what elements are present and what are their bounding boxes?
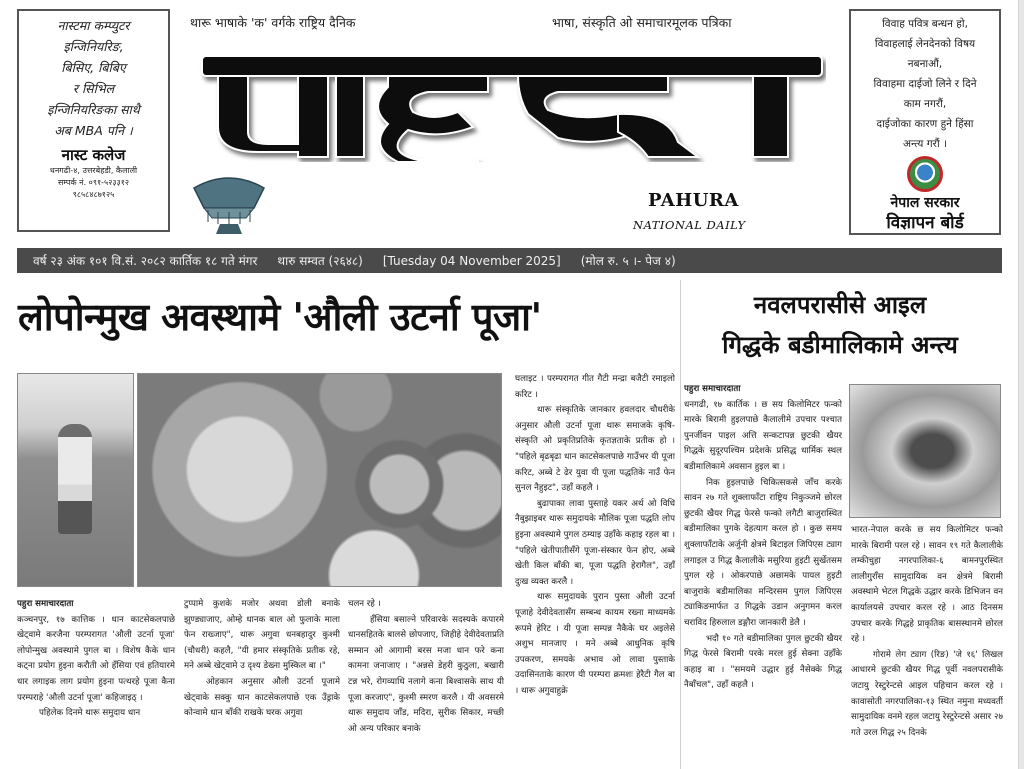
ad-board: विज्ञापन बोर्ड xyxy=(886,213,964,233)
paragraph: चलन रहे । xyxy=(348,599,381,609)
masthead-logo xyxy=(198,52,826,162)
byline: पहुरा समाचारदाता xyxy=(684,384,741,394)
side-headline xyxy=(690,285,990,365)
ad-line: विवाहलाई लेनदेनको विषय xyxy=(874,38,976,50)
paragraph: टुप्पामे कुशके मजोर अथवा डोली बनाके झुण्ड्याजाए, ओम्हे धानक बाल ओ फुलाके माला फेन राख्जाए", थारू अगुवा धनबहादुर कुश्मी (चौधरी) कहलै, "यी हमार संस्कृतिके प्रतीक रहे, मने अब्बे खेट्वामे उ दृश्य डेख्ना मुस्किल बा ।" xyxy=(184,599,340,672)
ad-line: इन्जिनियरिङ, xyxy=(63,39,124,54)
dateline-bar xyxy=(17,248,1002,273)
ad-nast-college xyxy=(17,9,170,232)
paragraph: बुढापाका लावा पुस्ताहे यकर अर्थ ओ विधि नैबुझाइबर थारू समुदायके मौलिक पूजा पद्धति लोप हुइना अवस्थामे पुगल ठम्याइ उहाँके कहाइ रहल बा । "पहिले खेतीपातीसँगे पूजा-संस्कार फेन होए, अब्बे खेती किल बाँकी बा, पूजा पद्धति हेरागैल", उहाँ दुःख व्यक्त करलै । xyxy=(515,498,675,587)
column-divider xyxy=(680,280,681,769)
ad-college-name: नास्ट कलेज xyxy=(61,146,126,164)
ad-org: नेपाल सरकार xyxy=(890,195,960,211)
side-headline-line2: गिद्धके बडीमालिकामे अन्त्य xyxy=(722,331,958,359)
main-story-column-4 xyxy=(515,372,675,769)
price-page: (मोल रु. ५ ।- पेज ४) xyxy=(580,254,676,268)
farmer-figure xyxy=(58,424,92,534)
puja-baskets-photo xyxy=(137,373,502,587)
ad-line: र सिभिल xyxy=(72,81,115,96)
masthead-tagline-left: थारू भाषाके 'क' वर्गके राष्ट्रिय दैनिक xyxy=(190,15,356,30)
ad-contact: सम्पर्क नं. ०९१-५२३३१२ xyxy=(57,178,130,187)
issue-info: वर्ष २३ अंक १०१ वि.सं. २०८२ कार्तिक १८ गते मंगर xyxy=(33,254,258,268)
vulture-photo xyxy=(849,384,1001,518)
ad-line: काम नगरौं, xyxy=(903,98,947,110)
paragraph: हँसिया बसाल्ने परिवारके सदस्यके कपारमे धानसहितके बालसे छोपजाए, जिहीहे देवीदेवताप्रति सम्मान ओ आगामी बरस मजा धान फरे कना कामना जनाजाए । "अन्नसे डेहरी कुठुला, बखारी टन्न भरे, रोगव्याधि नलागे कना बिश्वासके साथ यी पूजा करजाए", कुश्मी स्मरण करलै । यी अवसरमे थारू समुदाय जाँड, मदिरा, सुरीक सिकार, मच्छी ओ अन्य परिकार बनाके xyxy=(348,614,504,734)
ad-line: दाईजोका कारण हुने हिंसा xyxy=(876,118,974,130)
basket-emblem-icon xyxy=(188,168,270,236)
byline: पहुरा समाचारदाता xyxy=(17,599,74,609)
tharu-year: थारु सम्वत (२६४८) xyxy=(277,254,363,268)
ad-government-notice xyxy=(849,9,1001,235)
paragraph: भारत-नेपाल करके छ सय किलोमिटर फन्को मारके बिरामी परल रहे । सावन १९ गते कैलालीके लम्कीचुहा नगरपालिका-६ बामनपुरस्थित लालीगुराँस सामुदायिक वन क्षेत्रमे बिरामी अवस्थामे भेटल गिद्धके उद्धार करके डिभिजन वन कार्यालयसे उपचार करल रहे । आठ दिनसम उपचार करके गिद्धहे प्राकृतिक बासस्थानमे छोरल रहे । xyxy=(851,525,1003,645)
main-headline: लोपोन्मुख अवस्थामे 'औली उटर्ना पूजा' xyxy=(18,295,542,339)
main-story-column-3 xyxy=(348,597,504,769)
nepal-government-emblem-icon xyxy=(907,156,943,192)
paragraph: गोरामे लेग ट्याग (रिङ) 'जे १६' लिखल आधारमे छुटकी खैयर गिद्ध पूर्वी नवलपरासीके जटायु रेस्टुरेन्टसे आइल पहिचान करल रहे । कावासोती नगरपालिका-१३ स्थित नमुना मध्यवर्ती सामुदायिक वनमे रहल जटायु रेस्टुरेन्टसे असार २७ गते उरल गिद्ध २५ दिनके xyxy=(851,649,1003,738)
ad-line: नास्टमा कम्प्युटर xyxy=(57,18,130,33)
ad-line: अब MBA पनि । xyxy=(54,123,133,138)
ad-mobile: ९८५८४८७१२५ xyxy=(72,190,115,199)
masthead-tagline-right: भाषा, संस्कृति ओ समाचारमूलक पत्रिका xyxy=(552,15,732,30)
paragraph: धनगढी, १७ कार्तिक । छ सय किलोमिटर फन्को मारके बिरामी हुइलपाछे कैलालीमे उपचार पश्चात पुनर्जीवन पाइल अत्ति सन्कटापन्न छुटकी खैयर गिद्धके सुदूरपश्चिम प्रदेशके प्रसिद्ध धार्मिक स्थल बडीमालिकामे अवसान हुइल बा । xyxy=(684,399,842,472)
paragraph: घलाइट । परम्परागत गीत गैटी मन्द्रा बजैटी रमाइलो करिट । xyxy=(515,374,675,400)
farmer-photo xyxy=(17,373,134,587)
side-story-column-1 xyxy=(684,382,842,769)
side-story-column-2 xyxy=(851,523,1003,769)
main-story-column-1 xyxy=(17,597,175,769)
paragraph: कञ्चनपुर, १७ कात्तिक । धान काटसेकलपाछे खेट्वामे करजैना परम्परागत 'औली उटर्ना पूजा' लोपोन्मुख अवस्थामे पुगल बा । विशेष कैके धान कट्ना प्रयोग हुइना करौती ओ हँसिया एवं हतियारमे धार लगाइक लाग प्रयोग हुइना पत्थरहे पूजा कैना परम्पराहे 'औली उटर्ना पूजा' कहिजाइठ् । xyxy=(17,614,175,703)
paragraph: भदौ १० गते बडीमालिका पुगल छुटकी खैयर गिद्ध फेरसे बिरामी परके मरल हुई सेक्ना उहाँके कहाइ बा । "समयमे उद्धार हुई नैसेक्के गिद्ध नैबाँचल", उहाँ कहलै । xyxy=(684,633,842,691)
paragraph: ओहकान अनुसार औली उटर्ना पूजामे खेट्वाके सक्कु धान काटसेकलपाछे एक उँड्राके कोन्वामे धान बाँकी राखके घरक अगुवा xyxy=(184,676,340,719)
paragraph: पहिलेक दिनमे थारू समुदाय धान xyxy=(39,708,141,719)
page-scrollbar[interactable] xyxy=(1018,0,1024,769)
ad-line: विवाहमा दाईजो लिने र दिने xyxy=(873,78,977,90)
ad-line: बिसिए, बिबिए xyxy=(61,60,126,75)
ad-line: इन्जिनियरिङका साथै xyxy=(47,102,140,117)
paragraph: थारू संस्कृतिके जानकार हवलदार चौधरीके अनुसार औली उटर्ना पूजा थारू समाजके कृषि-संस्कृति ओ प्रकृतिप्रतिके कृतज्ञताके प्रतीक हो । "पहिले बृढबृढा धान काटसेकलपाछे गाउँभर यी पूजा करिट, अब्बे टे ढेर युवा यी पूजा पद्धतिके नाउँ फेन सुनल नैहुइट", उहाँ कहलै । xyxy=(515,405,675,494)
masthead-subtitle-english: NATIONAL DAILY xyxy=(633,218,746,232)
english-date: [Tuesday 04 November 2025] xyxy=(382,253,561,268)
side-headline-line1: नवलपरासीसे आइल xyxy=(753,291,927,319)
paragraph: निक हुइलपाछे चिकित्सकसे जाँच करके सावन २७ गते शुक्लाफाँटा राष्ट्रिय निकुञ्जमे छोरल छुटकी खैयर गिद्ध फेरसे फन्को लगैटी बाजुरास्थित बडीमालिका पुगके देहत्याग करल हो । कुछ समय शुक्लाफाँटाके अर्जुनी क्षेत्रमे बिटाइल जिपिएस ट्याग लगाइल उ गिद्ध कैलालीके मसुरिया हुइटी सुर्खेतसम पुगल रहे । ओकरपाछे अछामके पायल हुइटी बाजुराके बडीमालिका मन्दिरसम पुगल जिपिएस ट्याकिङमार्फत उ गिद्धके उडान अनुगमन करल चराविद हिरुलाल डङ्गौरा जानकारी डेलै । xyxy=(684,477,842,628)
ad-line: नबनाऔं, xyxy=(907,58,943,70)
ad-address: धनगढी-४, उत्तरबेहडी, कैलाली xyxy=(49,166,138,175)
ad-line: अन्त्य गरौं । xyxy=(903,138,947,150)
main-story-column-2 xyxy=(184,597,340,769)
ad-line: विवाह पवित्र बन्धन हो, xyxy=(882,18,968,30)
masthead-name-english: PAHURA xyxy=(648,190,739,211)
paragraph: थारू समुदायके पुरान पुस्ता औली उटर्ना पूजाहे देवीदेवतासँग सम्बन्ध कायम रख्ना माध्यमके रूपमे हेरिट । यी पूजा सम्पन्न नैकैके घर अइलेसे अशुभ मानजाए । मने अब्बे आधुनिक कृषि उपकरण, समयके अभाव ओ लावा पुस्ताके उदासिनताके कारण यी परम्परा क्रमशः हेरैटी गैल बा । थारू अगुवाहुक्रे xyxy=(515,592,675,696)
